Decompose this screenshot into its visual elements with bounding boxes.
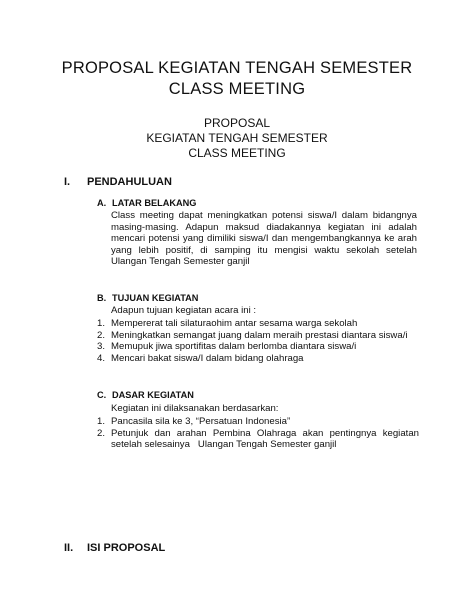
subtitle-line-2: KEGIATAN TENGAH SEMESTER <box>146 131 328 145</box>
list-item <box>97 318 419 330</box>
list-item <box>97 341 419 353</box>
document-title <box>0 58 474 100</box>
list-text: Pancasila sila ke 3, “Persatuan Indonesia” <box>111 416 291 427</box>
section-title: ISI PROPOSAL <box>87 542 166 554</box>
subheading-letter: B. <box>97 293 107 303</box>
subtitle-line-1: PROPOSAL <box>203 116 271 130</box>
list-item <box>97 353 419 365</box>
list-number: 3. <box>97 341 106 353</box>
tujuan-intro: Adapun tujuan kegiatan acara ini : <box>111 305 257 316</box>
subheading-letter: A. <box>97 198 107 208</box>
section-number: I. <box>64 176 71 188</box>
list-text: Petunjuk dan arahan Pembina Olahraga akan pentingnya kegiatan setelah selesainya Ulangan Tengah Semester ganjil <box>111 427 422 451</box>
document-title-line-1: PROPOSAL KEGIATAN TENGAH SEMESTER <box>61 59 413 77</box>
list-number: 1. <box>97 416 106 427</box>
list-number: 4. <box>97 352 106 364</box>
section-title: PENDAHULUAN <box>87 176 172 188</box>
list-text: Mencari bakat siswa/I dalam bidang olahraga <box>111 352 304 364</box>
section-number: II. <box>64 542 74 554</box>
list-item <box>97 427 422 451</box>
list-item <box>97 416 419 428</box>
list-item <box>97 330 419 342</box>
dasar-list <box>97 416 422 451</box>
list-text: Memupuk jiwa sportifitas dalam berlomba diantara siswa/i <box>111 341 357 353</box>
proposal-subtitle <box>0 116 474 161</box>
subheading-title: LATAR BELAKANG <box>112 198 197 208</box>
latar-belakang-paragraph: Class meeting dapat meningkatkan potensi siswa/I dalam bidangnya masing-masing. Adapun maksud diadakannya kegiatan ini adalah mencari potensi yang dimiliki siswa/I dan mengembangkannya ke arah yang lebih positif, di samping itu mengisi waktu sekolah setelah Ulangan Tengah Semester ganjil <box>111 210 417 268</box>
list-number: 2. <box>97 427 106 439</box>
list-text: Mempererat tali silaturaohim antar sesama warga sekolah <box>111 318 358 329</box>
list-number: 1. <box>97 318 106 329</box>
dasar-intro: Kegiatan ini dilaksanakan berdasarkan: <box>111 403 279 414</box>
list-number: 2. <box>97 329 106 341</box>
subheading-title: TUJUAN KEGIATAN <box>112 293 199 303</box>
subheading-letter: C. <box>97 390 107 400</box>
subheading-title: DASAR KEGIATAN <box>112 390 194 400</box>
list-text: Meningkatkan semangat juang dalam meraih prestasi diantara siswa/i <box>111 329 408 341</box>
subtitle-line-3: CLASS MEETING <box>188 146 286 160</box>
document-title-line-2: CLASS MEETING <box>168 80 306 98</box>
tujuan-list <box>97 318 419 364</box>
